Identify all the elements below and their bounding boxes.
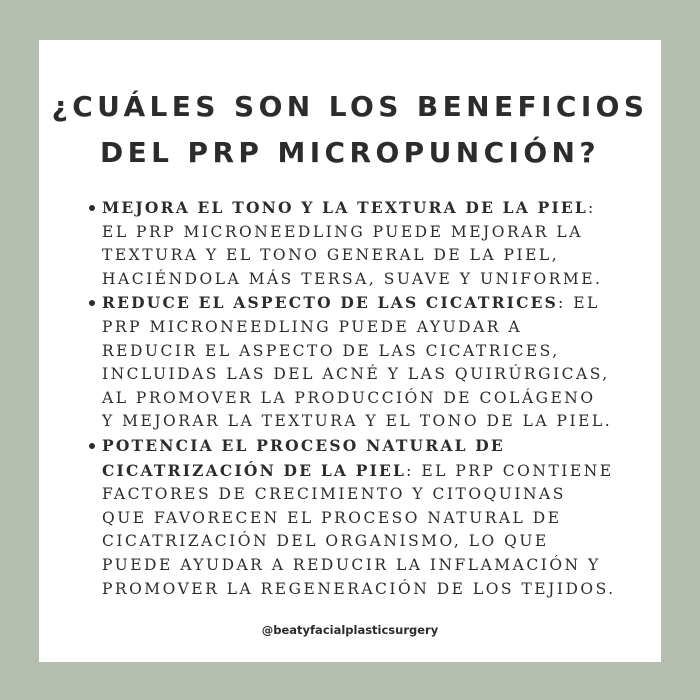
bullet-icon bbox=[89, 443, 95, 449]
title-line-2: DEL PRP MICROPUNCIÓN? bbox=[99, 136, 601, 169]
benefit-line: FACTORES DE CRECIMIENTO Y CITOQUINAS bbox=[102, 485, 566, 504]
bullet-icon bbox=[89, 300, 95, 306]
benefit-line: AL PROMOVER LA PRODUCCIÓN DE COLÁGENO bbox=[102, 388, 596, 407]
benefit-line: QUE FAVORECEN EL PROCESO NATURAL DE bbox=[102, 508, 562, 527]
benefit-line: PRP MICRONEEDLING PUEDE AYUDAR A bbox=[102, 317, 523, 336]
benefit-line bbox=[102, 196, 629, 221]
benefit-heading: REDUCE EL ASPECTO DE LAS CICATRICES bbox=[102, 293, 559, 313]
benefit-heading: CICATRIZACIÓN DE LA PIEL bbox=[102, 460, 407, 480]
colon: : bbox=[406, 461, 414, 480]
benefit-line: REDUCIR EL ASPECTO DE LAS CICATRICES, bbox=[102, 341, 560, 360]
benefit-text: EL PRP CONTIENE bbox=[413, 461, 614, 480]
benefit-item-scars bbox=[89, 291, 629, 434]
colon: : bbox=[588, 199, 596, 217]
benefit-text: EL bbox=[565, 294, 600, 313]
benefit-line bbox=[102, 459, 629, 484]
benefit-line bbox=[102, 434, 629, 459]
benefit-item-skin-tone bbox=[89, 196, 629, 291]
benefit-line: TEXTURA Y EL TONO GENERAL DE LA PIEL, bbox=[102, 246, 560, 265]
content-card bbox=[39, 40, 661, 662]
social-handle: @beatyfacialplasticsurgery bbox=[261, 623, 439, 637]
benefit-line: EL PRP MICRONEEDLING PUEDE MEJORAR LA bbox=[102, 222, 583, 241]
benefit-heading: POTENCIA EL PROCESO NATURAL DE bbox=[102, 435, 505, 455]
benefit-line bbox=[102, 291, 629, 316]
benefit-heading: MEJORA EL TONO Y LA TEXTURA DE LA PIEL bbox=[102, 198, 589, 217]
benefit-line: PROMOVER LA REGENERACIÓN DE LOS TEJIDOS. bbox=[102, 579, 616, 598]
benefit-line: CICATRIZACIÓN DEL ORGANISMO, LO QUE bbox=[102, 532, 549, 551]
benefit-item-healing bbox=[89, 434, 629, 601]
benefit-line: PUEDE AYUDAR A REDUCIR LA INFLAMACIÓN Y bbox=[102, 555, 601, 574]
benefit-line: INCLUIDAS LAS DEL ACNÉ Y LAS QUIRÚRGICAS, bbox=[102, 365, 610, 384]
benefit-line: HACIÉNDOLA MÁS TERSA, SUAVE Y UNIFORME. bbox=[102, 269, 603, 288]
benefits-list bbox=[89, 196, 629, 601]
colon: : bbox=[558, 294, 566, 313]
bullet-icon bbox=[89, 205, 95, 211]
title-line-1: ¿CUÁLES SON LOS BENEFICIOS bbox=[51, 90, 649, 123]
benefit-line: Y MEJORAR LA TEXTURA Y EL TONO DE LA PIEL. bbox=[102, 412, 613, 431]
page-title bbox=[39, 84, 661, 176]
